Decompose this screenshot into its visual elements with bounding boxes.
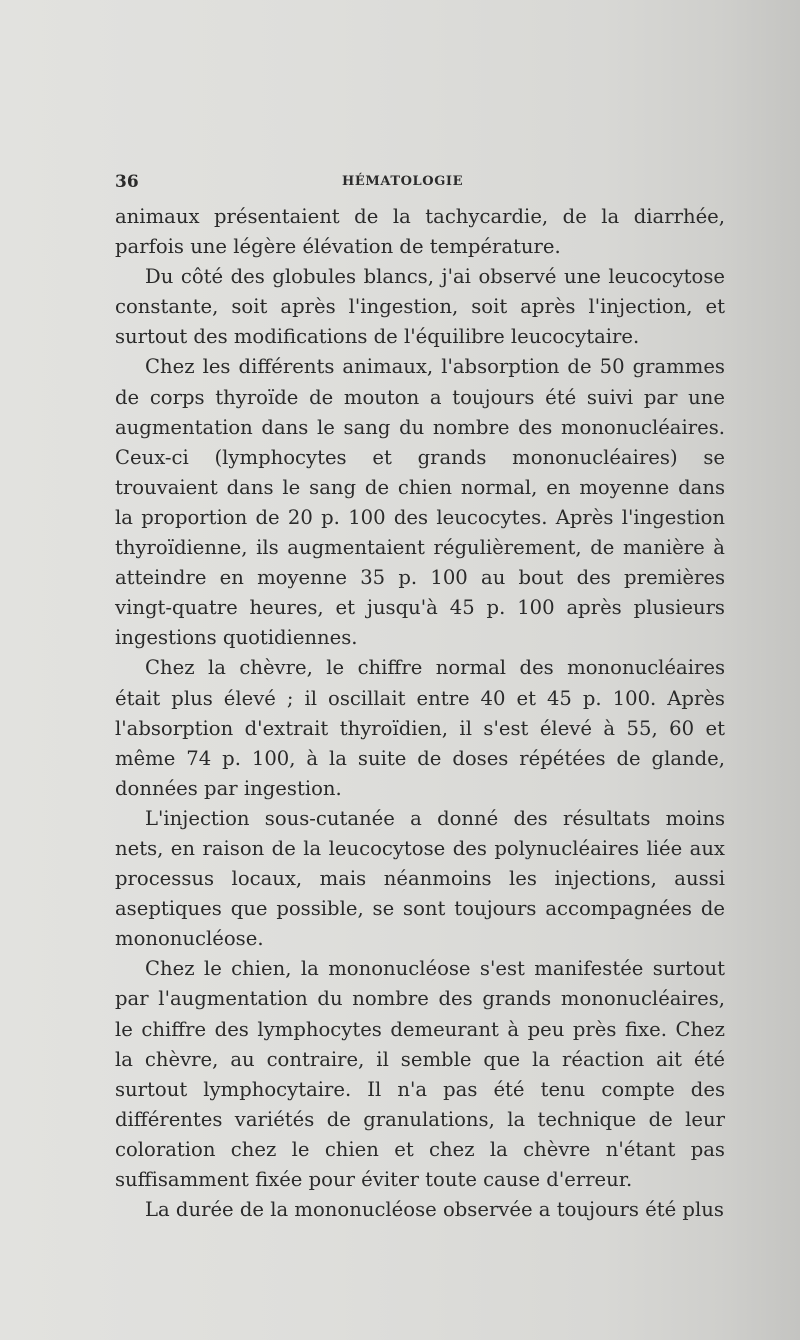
body-text bbox=[115, 202, 725, 1225]
running-head bbox=[115, 172, 725, 196]
paragraph-duree: La durée de la mononucléose observée a toujours été plus bbox=[145, 1198, 724, 1222]
paragraph-injection: L'injection sous-cutanée a donné des résultats moins nets, en raison de la leucocytose des polynucléaires liée aux processus locaux, mais néanmoins les injections, aussi aseptiques que possible, se sont toujours accompagnées de mononucléose. bbox=[115, 806, 725, 951]
paragraph-chien-absorption: Chez les différents animaux, l'absorption de 50 grammes de corps thyroïde de mouton a toujours été suivi par une augmentation dans le sang du nombre des mononucléaires. Ceux-ci (lymphocytes et grands mononucléaires) se trouvaient dans le sang de chien normal, en moyenne dans la proportion de 20 p. 100 des leucocytes. Après l'ingestion thyroïdienne, ils augmentaient régulièrement, de manière à atteindre en moyenne 35 p. 100 au bout des premières vingt-quatre heures, et jusqu'à 45 p. 100 après plusieurs ingestions quotidiennes. bbox=[115, 355, 725, 650]
page-number: 36 bbox=[115, 172, 139, 192]
paragraph-chevre: Chez la chèvre, le chiffre normal des mononucléaires était plus élevé ; il oscillait entre 40 et 45 p. 100. Après l'absorption d'extrait thyroïdien, il s'est élevé à 55, 60 et même 74 p. 100, à la suite de doses répétées de glande, données par ingestion. bbox=[115, 656, 725, 800]
paragraph-continued: animaux présentaient de la tachycardie, de la diarrhée, parfois une légère élévation de température. bbox=[115, 205, 725, 259]
running-title: HÉMATOLOGIE bbox=[342, 174, 464, 189]
paragraph-mononucleose: Chez le chien, la mononucléose s'est manifestée surtout par l'augmentation du nombre des grands mononucléaires, le chiffre des lymphocytes demeurant à peu près fixe. Chez la chèvre, au contraire, il semble que la réaction ait été surtout lymphocytaire. Il n'a pas été tenu compte des différentes variétés de granulations, la technique de leur coloration chez le chien et chez la chèvre n'étant pas suffisamment fixée pour éviter toute cause d'erreur. bbox=[115, 957, 725, 1191]
paragraph-leucocytose: Du côté des globules blancs, j'ai observé une leucocytose constante, soit après l'ingestion, soit après l'injection, et surtout des modifications de l'équilibre leucocytaire. bbox=[115, 265, 725, 349]
